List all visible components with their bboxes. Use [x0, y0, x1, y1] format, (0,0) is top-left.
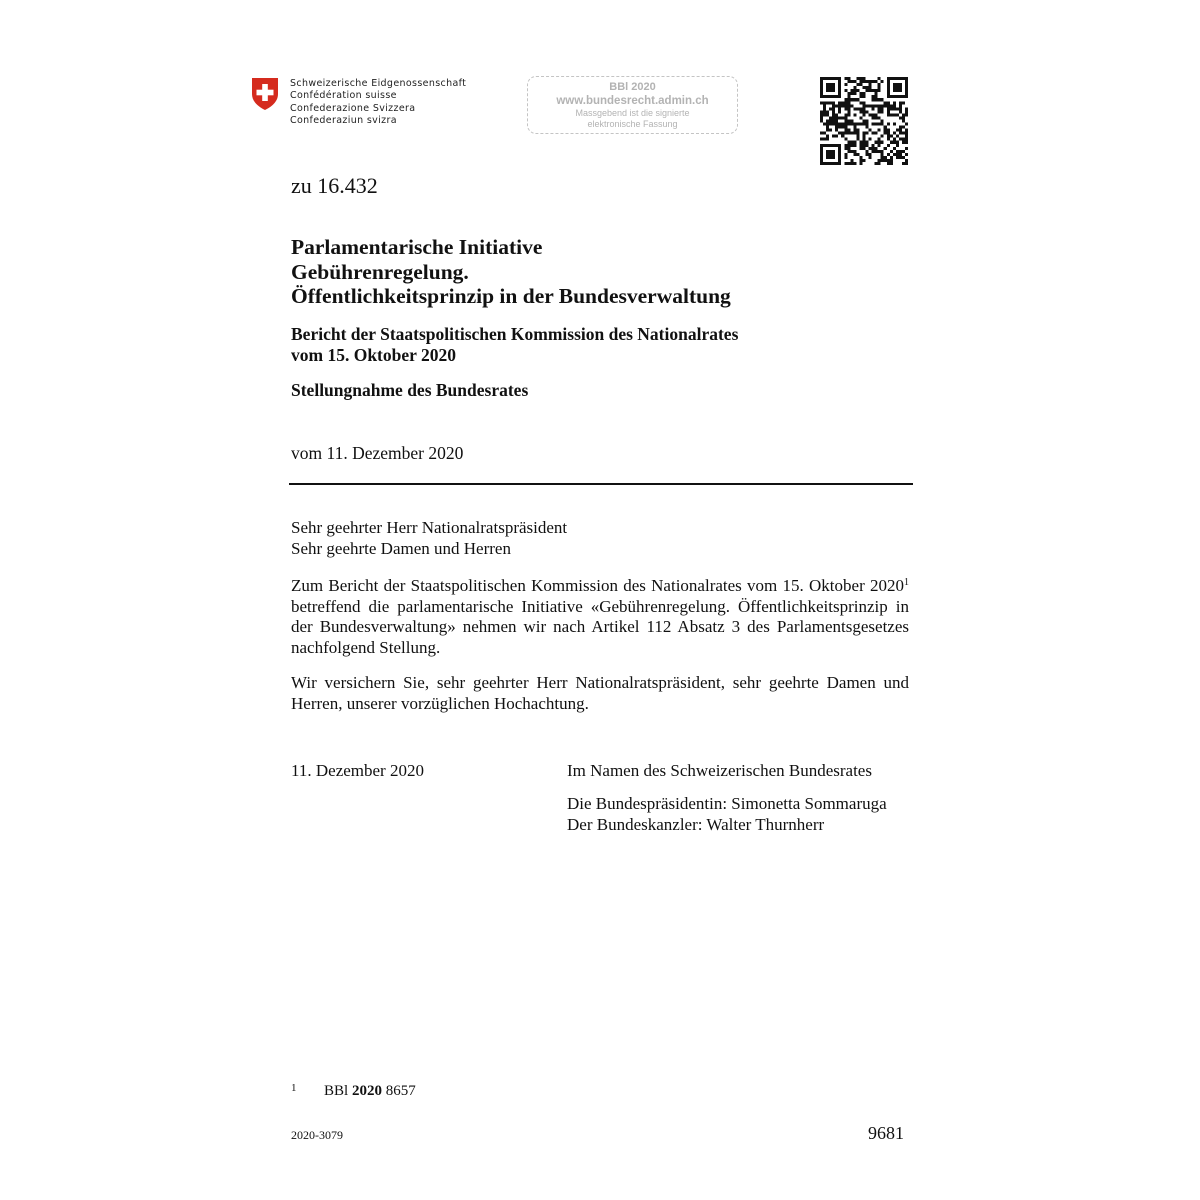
footnote-number: 1 — [291, 1082, 297, 1094]
stamp-url: www.bundesrecht.admin.ch — [556, 95, 709, 107]
footnote — [291, 1078, 416, 1101]
signature-date: 11. Dezember 2020 — [291, 761, 424, 780]
stamp-note-2: elektronische Fassung — [587, 119, 678, 129]
confederation-name-it: Confederazione Svizzera — [290, 102, 416, 114]
subtitle-line: Bericht der Staatspolitischen Kommission des Nationalrates — [291, 324, 739, 344]
page-number: 9681 — [868, 1123, 904, 1143]
footnote-prefix: BBl — [324, 1083, 352, 1099]
confederation-name-de: Schweizerische Eidgenossenschaft — [290, 78, 467, 89]
body-paragraph-1 — [291, 576, 909, 658]
document-number: 2020-3079 — [291, 1128, 343, 1142]
title-line: Gebührenregelung. — [291, 259, 469, 284]
report-subtitle — [291, 324, 738, 365]
paragraph-text: betreffend die parlamentarische Initiative «Gebührenregelung. Öffentlichkeitsprinzip in der Bundesverwaltung» nehmen wir nach Artikel 112 Absatz 3 des Parlamentsgesetzes nachfolgend Stellung. — [291, 596, 909, 657]
salutation-line: Sehr geehrter Herr Nationalratspräsident — [291, 518, 568, 537]
signatories — [567, 794, 887, 835]
statement-heading: Stellungnahme des Bundesrates — [291, 380, 529, 400]
body-paragraph-2: Wir versichern Sie, sehr geehrter Herr Nationalratspräsident, sehr geehrte Damen und Herren, unserer vorzüglichen Hochachtung. — [291, 673, 909, 713]
paragraph-text: Zum Bericht der Staatspolitischen Kommission des Nationalrates vom 15. Oktober 2020 — [291, 576, 904, 595]
subtitle-line: vom 15. Oktober 2020 — [291, 344, 456, 365]
qr-code-icon — [820, 77, 908, 165]
statement-date: vom 11. Dezember 2020 — [291, 443, 464, 463]
title-line: Öffentlichkeitsprinzip in der Bundesverwaltung — [291, 284, 731, 308]
stamp-note-1: Massgebend ist die signierte — [575, 108, 690, 118]
confederation-name-rm: Confederaziun svizra — [290, 114, 397, 126]
stamp-publication: BBl 2020 — [609, 81, 656, 93]
footnote-page: 8657 — [381, 1083, 416, 1099]
swiss-coat-of-arms-icon — [251, 77, 279, 111]
signatory: Die Bundespräsidentin: Simonetta Sommaruga — [567, 794, 887, 813]
confederation-names — [290, 78, 466, 127]
document-title — [291, 235, 731, 309]
confederation-name-fr: Confédération suisse — [290, 90, 397, 102]
signature-on-behalf: Im Namen des Schweizerischen Bundesrates — [567, 761, 872, 780]
heading-divider — [289, 483, 913, 485]
business-reference: zu 16.432 — [291, 173, 378, 198]
salutation — [291, 518, 567, 559]
salutation-line: Sehr geehrte Damen und Herren — [291, 538, 511, 558]
footnote-year: 2020 — [351, 1083, 382, 1099]
signed-version-stamp — [527, 76, 738, 134]
signatory: Der Bundeskanzler: Walter Thurnherr — [567, 814, 825, 834]
title-line: Parlamentarische Initiative — [291, 235, 543, 259]
footnote-reference[interactable]: 1 — [904, 577, 909, 588]
